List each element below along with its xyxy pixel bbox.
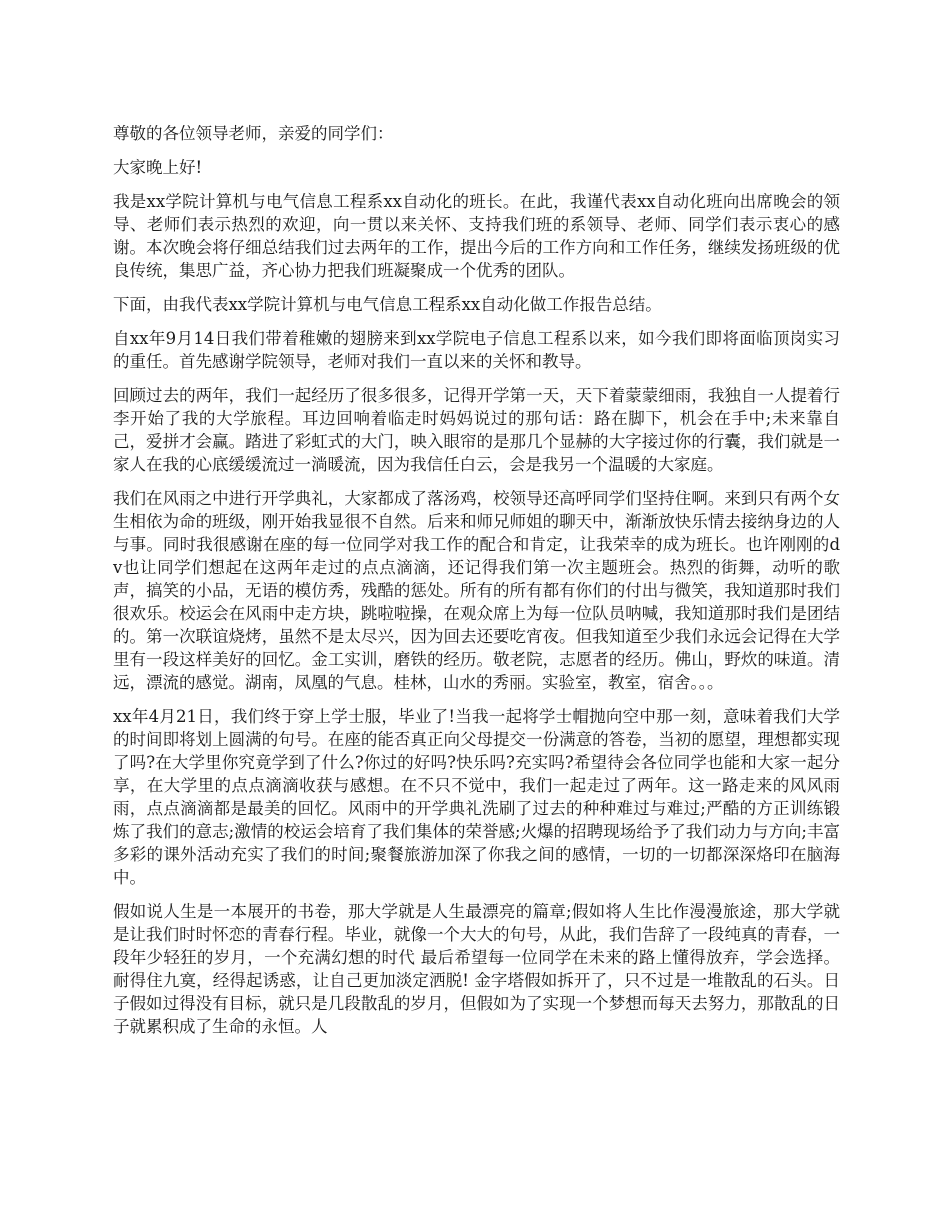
- paragraph-life-book: 假如说人生是一本展开的书卷，那大学就是人生最漂亮的篇章;假如将人生比作漫漫旅途，那大学就是让我们时时怀恋的青春行程。毕业，就像一个大大的句号，从此，我们告辞了一段纯真的青春，一段年少轻狂的岁月，一个充满幻想的时代 最后希望每一位同学在未来的路上懂得放弃，学会选择。耐得住九寞，经得起诱惑，让自己更加淡定洒脱! 金字塔假如拆开了，只不过是一堆散乱的石头。日子假如过得没有目标，就只是几段散乱的岁月，但假如为了实现一个梦想而每天去努力，那散乱的日子就累积成了生命的永恒。人: [113, 902, 840, 1036]
- paragraph-graduation: xx年4月21日，我们终于穿上学士服，毕业了!当我一起将学士帽抛向空中那一刻，意味着我们大学的时间即将划上圆满的句号。在座的能否真正向父母提交一份满意的答卷，当初的愿望，理想都实现了吗?在大学里你究竟学到了什么?你过的好吗?快乐吗?充实吗?希望待会各位同学也能和大家一起分享，在大学里的点点滴滴收获与感想。在不只不觉中，我们一起走过了两年。这一路走来的风风雨雨，点点滴滴都是最美的回忆。风雨中的开学典礼洗刷了过去的种种难过与难过;严酷的方正训练锻炼了我们的意志;激情的校运会培育了我们集体的荣誉感;火爆的招聘现场给予了我们动力与方向;丰富多彩的课外活动充实了我们的时间;聚餐旅游加深了你我之间的感情，一切的一切都深深烙印在脑海中。: [113, 707, 840, 887]
- paragraph-looking-back: 回顾过去的两年，我们一起经历了很多很多，记得开学第一天，天下着蒙蒙细雨，我独自一人提着行李开始了我的大学旅程。耳边回响着临走时妈妈说过的那句话：路在脚下，机会在手中;未来靠自己，爱拼才会赢。踏进了彩虹式的大门，映入眼帘的是那几个显赫的大字接过你的行囊，我们就是一家人在我的心底缓缓流过一淌暖流，因为我信任白云，会是我另一个温暖的大家庭。: [113, 386, 840, 474]
- document-body: [113, 122, 840, 1049]
- paragraph-arrival: 自xx年9月14日我们带着稚嫩的翅膀来到xx学院电子信息工程系以来，如今我们即将面临顶岗实习的重任。首先感谢学院领导，老师对我们一直以来的关怀和教导。: [113, 329, 840, 371]
- paragraph-intro: 我是xx学院计算机与电气信息工程系xx自动化的班长。在此，我谨代表xx自动化班向出席晚会的领导、老师们表示热烈的欢迎，向一贯以来关怀、支持我们班的系领导、老师、同学们表示衷心的感谢。本次晚会将仔细总结我们过去两年的工作，提出今后的工作方向和工作任务，继续发扬班级的优良传统，集思广益，齐心协力把我们班凝聚成一个优秀的团队。: [113, 192, 840, 280]
- greeting-line: 尊敬的各位领导老师，亲爱的同学们：: [113, 124, 394, 143]
- paragraph-report-announcement: 下面，由我代表xx学院计算机与电气信息工程系xx自动化做工作报告总结。: [113, 295, 662, 314]
- salutation-line: 大家晚上好!: [113, 158, 203, 177]
- paragraph-memories: 我们在风雨之中进行开学典礼，大家都成了落汤鸡，校领导还高呼同学们坚持住啊。来到只有两个女生相依为命的班级，刚开始我显很不自然。后来和师兄师姐的聊天中，渐渐放快乐情去接纳身边的人与事。同时我很感谢在座的每一位同学对我工作的配合和肯定，让我荣幸的成为班长。也许刚刚的dv也让同学们想起在这两年走过的点点滴滴，还记得我们第一次主题班会。热烈的街舞，动听的歌声，搞笑的小品，无语的模仿秀，残酷的惩处。所有的所有都有你们的付出与微笑，我知道那时我们很欢乐。校运会在风雨中走方块，跳啦啦操，在观众席上为每一位队员呐喊，我知道那时我们是团结的。第一次联谊烧烤，虽然不是太尽兴，因为回去还要吃宵夜。但我知道至少我们永远会记得在大学里有一段这样美好的回忆。金工实训，磨铁的经历。敬老院，志愿者的经历。佛山，野炊的味道。清远，漂流的感觉。湖南，凤凰的气息。桂林，山水的秀丽。实验室，教室，宿舍。。。: [113, 489, 840, 692]
